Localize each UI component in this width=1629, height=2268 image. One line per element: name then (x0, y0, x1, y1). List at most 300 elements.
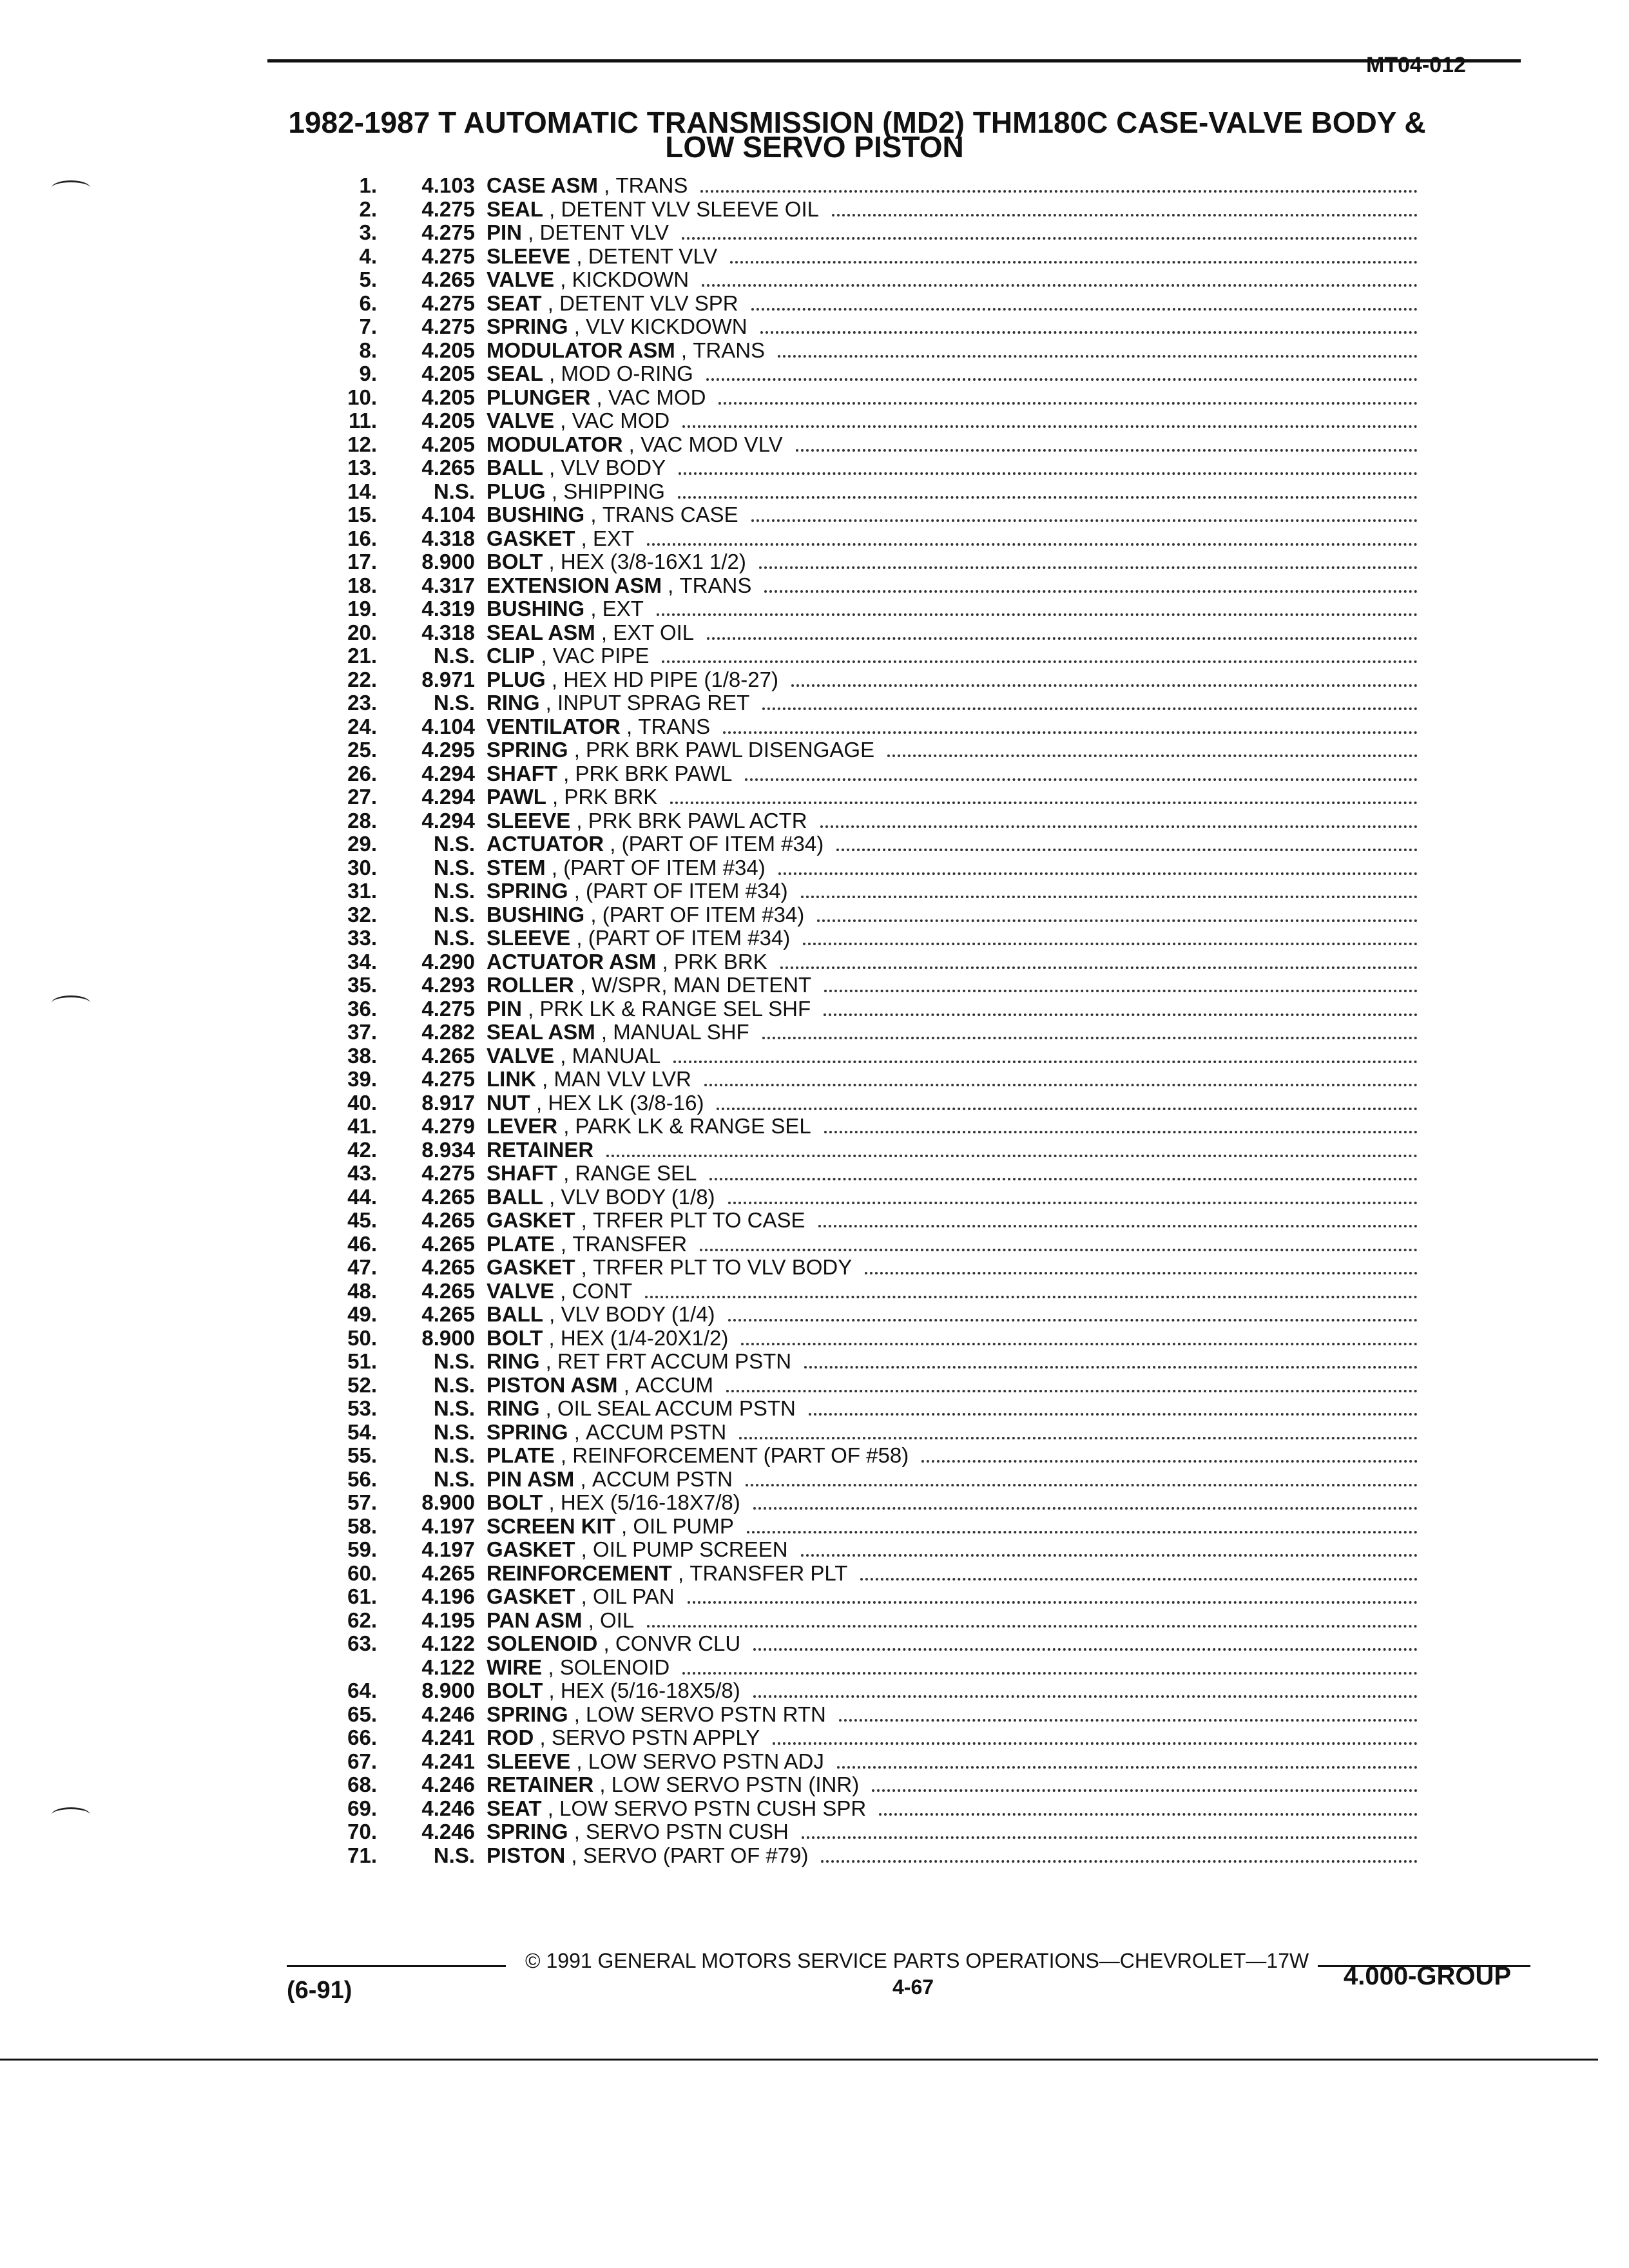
part-detail: TRANSFER PLT (689, 1561, 848, 1585)
part-row (309, 315, 1418, 339)
part-detail: PRK BRK PAWL (575, 762, 733, 785)
leader-dots (753, 1635, 1418, 1651)
part-name: GASKET (487, 1538, 575, 1561)
part-row (309, 1773, 1418, 1797)
part-name: GASKET (487, 1256, 575, 1279)
part-row (309, 1703, 1418, 1727)
part-name: SEAT (487, 1796, 542, 1820)
item-number: 57. (347, 1490, 377, 1514)
part-row (309, 1397, 1418, 1421)
part-detail: REINFORCEMENT (PART OF #58) (572, 1444, 909, 1467)
part-description: PAWL , PRK BRK (487, 785, 1418, 809)
item-number: 54. (347, 1419, 377, 1444)
part-detail: TRANS (615, 174, 688, 197)
group-number: 4.265 (421, 1231, 475, 1256)
leader-dots (762, 695, 1418, 710)
part-row (309, 1044, 1418, 1068)
part-description: VALVE , VAC MOD (487, 409, 1418, 433)
part-name: BUSHING (487, 903, 585, 927)
part-description: MODULATOR ASM , TRANS (487, 339, 1418, 363)
group-number: 4.265 (421, 456, 475, 479)
group-label: 4.000-GROUP (1344, 1962, 1512, 1990)
leader-dots (682, 1659, 1418, 1675)
part-name: ROLLER (487, 974, 574, 997)
part-row (309, 1068, 1418, 1091)
part-description: PAN ASM , OIL (487, 1609, 1418, 1633)
part-detail: VLV BODY (561, 456, 666, 479)
part-description: STEM , (PART OF ITEM #34) (487, 856, 1418, 880)
part-description: VALVE , MANUAL (487, 1044, 1418, 1068)
part-detail: PRK LK & RANGE SEL SHF (539, 997, 811, 1021)
part-detail: TRANSFER (572, 1232, 688, 1256)
group-number: 4.197 (421, 1514, 475, 1538)
part-description: RING , RET FRT ACCUM PSTN (487, 1350, 1418, 1374)
group-number: 4.265 (421, 1208, 475, 1232)
part-row (309, 903, 1418, 927)
leader-dots (817, 907, 1418, 922)
part-row (309, 1350, 1418, 1374)
leader-dots (762, 1024, 1418, 1039)
item-number: 68. (347, 1773, 377, 1796)
page-title: 1982-1987 T AUTOMATIC TRANSMISSION (MD2) THM180C CASE-VALVE BODY & (288, 106, 1426, 139)
part-name: PLUG (487, 479, 546, 503)
item-number: 63. (347, 1631, 377, 1655)
leader-dots (728, 1306, 1418, 1321)
item-number: 23. (347, 691, 377, 715)
item-number: 71. (347, 1843, 377, 1867)
leader-dots (753, 1682, 1418, 1698)
item-number: 12. (347, 432, 377, 456)
part-detail: SHIPPING (563, 479, 665, 503)
leader-dots (803, 930, 1418, 945)
group-number: 4.265 (421, 1278, 475, 1303)
group-number: N.S. (433, 855, 475, 879)
item-number: 62. (347, 1608, 377, 1632)
group-number: 4.197 (421, 1537, 475, 1561)
item-number: 44. (347, 1184, 377, 1209)
part-description: RING , OIL SEAL ACCUM PSTN (487, 1397, 1418, 1421)
leader-dots (818, 1212, 1418, 1227)
leader-dots (821, 1847, 1418, 1863)
group-number: 8.900 (421, 1490, 475, 1514)
group-number: 4.205 (421, 361, 475, 385)
part-name: CLIP (487, 644, 535, 668)
part-name: PLATE (487, 1444, 555, 1467)
item-number: 43. (347, 1161, 377, 1185)
leader-dots (872, 1776, 1418, 1792)
part-description: RING , INPUT SPRAG RET (487, 691, 1418, 715)
part-detail: SOLENOID (559, 1655, 670, 1679)
leader-dots (751, 295, 1418, 311)
part-detail: PRK BRK (673, 950, 767, 974)
group-number: 8.900 (421, 550, 475, 573)
leader-dots (778, 342, 1418, 358)
part-name: RETAINER (487, 1138, 594, 1162)
item-number: 18. (347, 573, 377, 597)
leader-dots (760, 318, 1418, 334)
part-name: SPRING (487, 1702, 568, 1726)
leader-dots (726, 1377, 1418, 1392)
leader-dots (682, 224, 1418, 240)
part-name: RING (487, 691, 540, 715)
part-description: BUSHING , TRANS CASE (487, 503, 1418, 527)
group-number: 4.293 (421, 973, 475, 997)
part-detail: ACCUM PSTN (592, 1467, 733, 1491)
part-row (309, 292, 1418, 316)
leader-dots (688, 1588, 1418, 1604)
leader-dots (865, 1259, 1418, 1274)
leader-dots (879, 1800, 1418, 1816)
group-number: 4.294 (421, 808, 475, 832)
item-number: 66. (347, 1725, 377, 1749)
part-detail: RET FRT ACCUM PSTN (557, 1350, 792, 1373)
group-number: 4.246 (421, 1820, 475, 1843)
footer-rule-left (287, 1965, 506, 1967)
item-number: 8. (359, 338, 377, 362)
part-name: SPRING (487, 879, 568, 903)
part-name: VALVE (487, 1044, 555, 1068)
part-description: BUSHING , (PART OF ITEM #34) (487, 903, 1418, 927)
part-description: WIRE , SOLENOID (487, 1656, 1418, 1680)
leader-dots (801, 1541, 1418, 1557)
part-name: PAWL (487, 785, 546, 809)
part-detail: DETENT VLV (539, 221, 670, 244)
part-detail: EXT (602, 597, 644, 620)
part-description: SEAT , LOW SERVO PSTN CUSH SPR (487, 1797, 1418, 1821)
part-description: SPRING , ACCUM PSTN (487, 1421, 1418, 1445)
part-name: BUSHING (487, 597, 585, 620)
part-detail: LOW SERVO PSTN (INR) (611, 1773, 860, 1796)
part-description: BALL , VLV BODY (1/4) (487, 1303, 1418, 1327)
leader-dots (824, 1001, 1418, 1016)
part-detail: EXT OIL (613, 620, 695, 644)
part-detail: HEX (5/16-18X7/8) (560, 1491, 740, 1514)
part-row (309, 1303, 1418, 1327)
part-name: PISTON (487, 1843, 566, 1867)
part-row (309, 1538, 1418, 1562)
group-number: 4.265 (421, 1043, 475, 1068)
group-number: N.S. (433, 1443, 475, 1467)
document-code: MT04-012 (1366, 53, 1466, 77)
page-number: 4-67 (892, 1975, 934, 1999)
part-row (309, 550, 1418, 574)
part-name: SPRING (487, 315, 568, 338)
margin-mark (52, 995, 90, 1010)
part-name: ACTUATOR (487, 832, 604, 856)
item-number: 25. (347, 738, 377, 762)
part-row (309, 1091, 1418, 1115)
part-row (309, 832, 1418, 856)
group-number: 4.196 (421, 1584, 475, 1608)
part-row (309, 386, 1418, 410)
item-number: 26. (347, 761, 377, 785)
part-row (309, 1750, 1418, 1774)
part-row (309, 1209, 1418, 1233)
group-number: 8.971 (421, 667, 475, 691)
part-name: PLUG (487, 668, 546, 691)
item-number: 15. (347, 503, 377, 526)
margin-mark (52, 1807, 90, 1822)
group-number: N.S. (433, 644, 475, 668)
part-name: SHAFT (487, 1162, 557, 1185)
leader-dots (824, 1118, 1418, 1133)
part-row (309, 480, 1418, 504)
leader-dots (839, 1706, 1418, 1722)
part-detail: MANUAL (572, 1044, 661, 1068)
leader-dots (739, 1424, 1418, 1439)
part-name: SPRING (487, 1820, 568, 1843)
leader-dots (751, 506, 1418, 522)
part-detail: PRK BRK PAWL ACTR (588, 809, 807, 832)
part-description: PIN , DETENT VLV (487, 221, 1418, 245)
item-number: 30. (347, 855, 377, 879)
leader-dots (728, 1189, 1418, 1204)
part-name: BOLT (487, 1491, 543, 1514)
item-number: 58. (347, 1514, 377, 1538)
item-number: 55. (347, 1443, 377, 1467)
part-name: PLATE (487, 1232, 555, 1256)
part-row (309, 621, 1418, 645)
part-name: RING (487, 1397, 540, 1420)
part-detail: (PART OF ITEM #34) (621, 832, 824, 856)
leader-dots (796, 436, 1418, 452)
item-number: 38. (347, 1043, 377, 1068)
part-row (309, 715, 1418, 739)
part-detail: HEX (5/16-18X5/8) (560, 1679, 740, 1702)
item-number: 21. (347, 644, 377, 668)
part-detail: VLV BODY (1/4) (561, 1303, 715, 1326)
part-name: NUT (487, 1091, 530, 1115)
item-number: 50. (347, 1325, 377, 1350)
group-number: 4.103 (421, 173, 475, 197)
item-number: 4. (359, 244, 377, 268)
part-detail: HEX HD PIPE (1/8-27) (563, 668, 778, 691)
leader-dots (753, 1494, 1418, 1510)
leader-dots (717, 1095, 1418, 1110)
part-name: SEAT (487, 291, 542, 315)
part-name: EXTENSION ASM (487, 573, 662, 597)
part-description: SLEEVE , PRK BRK PAWL ACTR (487, 809, 1418, 833)
part-name: PLUNGER (487, 385, 591, 409)
part-description: LINK , MAN VLV LVR (487, 1068, 1418, 1091)
leader-dots (801, 883, 1418, 898)
group-number: 4.279 (421, 1114, 475, 1138)
part-row (309, 198, 1418, 222)
part-description: RETAINER , LOW SERVO PSTN (INR) (487, 1773, 1418, 1797)
item-number: 39. (347, 1067, 377, 1091)
part-name: BOLT (487, 1326, 543, 1350)
item-number: 1. (359, 173, 377, 197)
part-row (309, 738, 1418, 762)
part-detail: OIL PAN (593, 1585, 675, 1608)
part-description: BOLT , HEX (1/4-20X1/2) (487, 1327, 1418, 1350)
part-description: EXTENSION ASM , TRANS (487, 574, 1418, 598)
part-description: ACTUATOR , (PART OF ITEM #34) (487, 832, 1418, 856)
part-description: SPRING , LOW SERVO PSTN RTN (487, 1703, 1418, 1727)
part-detail: CONT (572, 1279, 633, 1303)
item-number: 42. (347, 1137, 377, 1162)
part-description: CLIP , VAC PIPE (487, 644, 1418, 668)
item-number: 65. (347, 1702, 377, 1726)
leader-dots (836, 836, 1418, 851)
item-number: 31. (347, 879, 377, 903)
part-name: VALVE (487, 268, 555, 291)
revision-date: (6-91) (287, 1977, 352, 2004)
part-row (309, 1515, 1418, 1539)
part-detail: VAC MOD (608, 385, 706, 409)
copyright-notice: © 1991 GENERAL MOTORS SERVICE PARTS OPERATIONS—CHEVROLET—17W (525, 1949, 1309, 1972)
group-number: 4.290 (421, 949, 475, 974)
group-number: 4.275 (421, 1067, 475, 1091)
group-number: N.S. (433, 879, 475, 903)
part-description: BOLT , HEX (3/8-16X1 1/2) (487, 550, 1418, 574)
part-detail: HEX (1/4-20X1/2) (560, 1326, 729, 1350)
part-description: SPRING , PRK BRK PAWL DISENGAGE (487, 738, 1418, 762)
group-number: N.S. (433, 479, 475, 503)
part-name: VALVE (487, 1279, 555, 1303)
item-number: 14. (347, 479, 377, 503)
bottom-rule (0, 2059, 1598, 2061)
item-number: 34. (347, 949, 377, 974)
leader-dots (837, 1753, 1418, 1769)
group-number: N.S. (433, 926, 475, 950)
item-number: 45. (347, 1208, 377, 1232)
group-number: 4.318 (421, 620, 475, 644)
group-number: 4.246 (421, 1702, 475, 1726)
top-rule (267, 59, 1521, 62)
group-number: 4.275 (421, 220, 475, 244)
item-number: 69. (347, 1796, 377, 1820)
part-detail: DETENT VLV SPR (559, 291, 738, 315)
group-number: 4.294 (421, 761, 475, 785)
group-number: 4.275 (421, 1161, 475, 1185)
part-row (309, 1186, 1418, 1209)
part-description: ROLLER , W/SPR, MAN DETENT (487, 974, 1418, 997)
part-name: MODULATOR ASM (487, 338, 675, 362)
part-detail: (PART OF ITEM #34) (586, 879, 788, 903)
leader-dots (832, 201, 1418, 216)
part-name: SPRING (487, 738, 568, 762)
part-name: PISTON ASM (487, 1373, 618, 1397)
item-number: 37. (347, 1020, 377, 1044)
part-name: WIRE (487, 1655, 543, 1679)
part-row (309, 1139, 1418, 1162)
leader-dots (764, 577, 1418, 593)
group-number: 4.265 (421, 1561, 475, 1585)
group-number: 4.275 (421, 996, 475, 1021)
part-name: GASKET (487, 526, 575, 550)
item-number: 49. (347, 1302, 377, 1326)
part-row (309, 1609, 1418, 1633)
part-name: SCREEN KIT (487, 1514, 615, 1538)
item-number: 9. (359, 361, 377, 385)
part-row (309, 433, 1418, 457)
item-number: 70. (347, 1820, 377, 1843)
part-name: SOLENOID (487, 1632, 598, 1655)
part-name: SEAL ASM (487, 1021, 595, 1044)
item-number: 47. (347, 1255, 377, 1279)
part-detail: ACCUM (635, 1373, 714, 1397)
part-name: BOLT (487, 1679, 543, 1702)
leader-dots (745, 765, 1418, 781)
item-number: 48. (347, 1278, 377, 1303)
part-detail: TRANS (679, 573, 752, 597)
leader-dots (647, 530, 1418, 546)
item-number: 56. (347, 1466, 377, 1491)
part-detail: TRFER PLT TO CASE (593, 1209, 805, 1232)
part-name: PIN ASM (487, 1467, 575, 1491)
leader-dots (791, 671, 1418, 687)
part-description: VALVE , CONT (487, 1280, 1418, 1303)
group-number: N.S. (433, 832, 475, 856)
part-name: STEM (487, 856, 546, 879)
part-name: ROD (487, 1726, 534, 1749)
group-number: N.S. (433, 1396, 475, 1420)
group-number: 4.246 (421, 1773, 475, 1796)
item-number: 53. (347, 1396, 377, 1420)
part-name: BALL (487, 456, 543, 479)
group-number: 4.122 (421, 1631, 475, 1655)
item-number: 36. (347, 996, 377, 1021)
part-description: GASKET , OIL PAN (487, 1585, 1418, 1609)
item-number: 16. (347, 526, 377, 550)
leader-dots (824, 977, 1418, 992)
part-detail: LOW SERVO PSTN CUSH SPR (559, 1796, 867, 1820)
part-description: GASKET , TRFER PLT TO VLV BODY (487, 1256, 1418, 1280)
leader-dots (778, 860, 1418, 875)
part-description: SEAT , DETENT VLV SPR (487, 292, 1418, 316)
part-description: SPRING , (PART OF ITEM #34) (487, 879, 1418, 903)
part-description: SLEEVE , DETENT VLV (487, 245, 1418, 269)
part-row (309, 1468, 1418, 1492)
part-name: PIN (487, 997, 523, 1021)
part-name: SHAFT (487, 762, 557, 785)
leader-dots (678, 483, 1418, 499)
part-description: BALL , VLV BODY (487, 456, 1418, 480)
leader-dots (820, 812, 1418, 828)
item-number: 13. (347, 456, 377, 479)
part-detail: HEX LK (3/8-16) (548, 1091, 704, 1115)
part-detail: HEX (3/8-16X1 1/2) (560, 550, 746, 573)
group-number: 4.318 (421, 526, 475, 550)
item-number: 60. (347, 1561, 377, 1585)
group-number: 4.275 (421, 197, 475, 221)
leader-dots (704, 1071, 1418, 1086)
part-detail: VLV BODY (1/8) (561, 1185, 715, 1209)
part-row (309, 1679, 1418, 1703)
part-description: SEAL , DETENT VLV SLEEVE OIL (487, 198, 1418, 222)
part-row (309, 644, 1418, 668)
part-description: PIN ASM , ACCUM PSTN (487, 1468, 1418, 1492)
page-subtitle: LOW SERVO PISTON (665, 130, 964, 164)
part-description: VENTILATOR , TRANS (487, 715, 1418, 739)
part-detail: DETENT VLV (588, 244, 718, 268)
part-description: SPRING , SERVO PSTN CUSH (487, 1820, 1418, 1844)
group-number: N.S. (433, 1349, 475, 1373)
item-number: 40. (347, 1090, 377, 1115)
part-name: ACTUATOR ASM (487, 950, 657, 974)
part-row (309, 668, 1418, 692)
group-number: 4.104 (421, 714, 475, 738)
item-number: 28. (347, 808, 377, 832)
item-number: 2. (359, 197, 377, 221)
leader-dots (718, 389, 1418, 405)
part-name: SEAL (487, 362, 544, 385)
part-detail: EXT (593, 526, 635, 550)
part-description: PLUG , SHIPPING (487, 480, 1418, 504)
leader-dots (647, 1612, 1418, 1628)
group-number: 4.122 (421, 1655, 475, 1679)
